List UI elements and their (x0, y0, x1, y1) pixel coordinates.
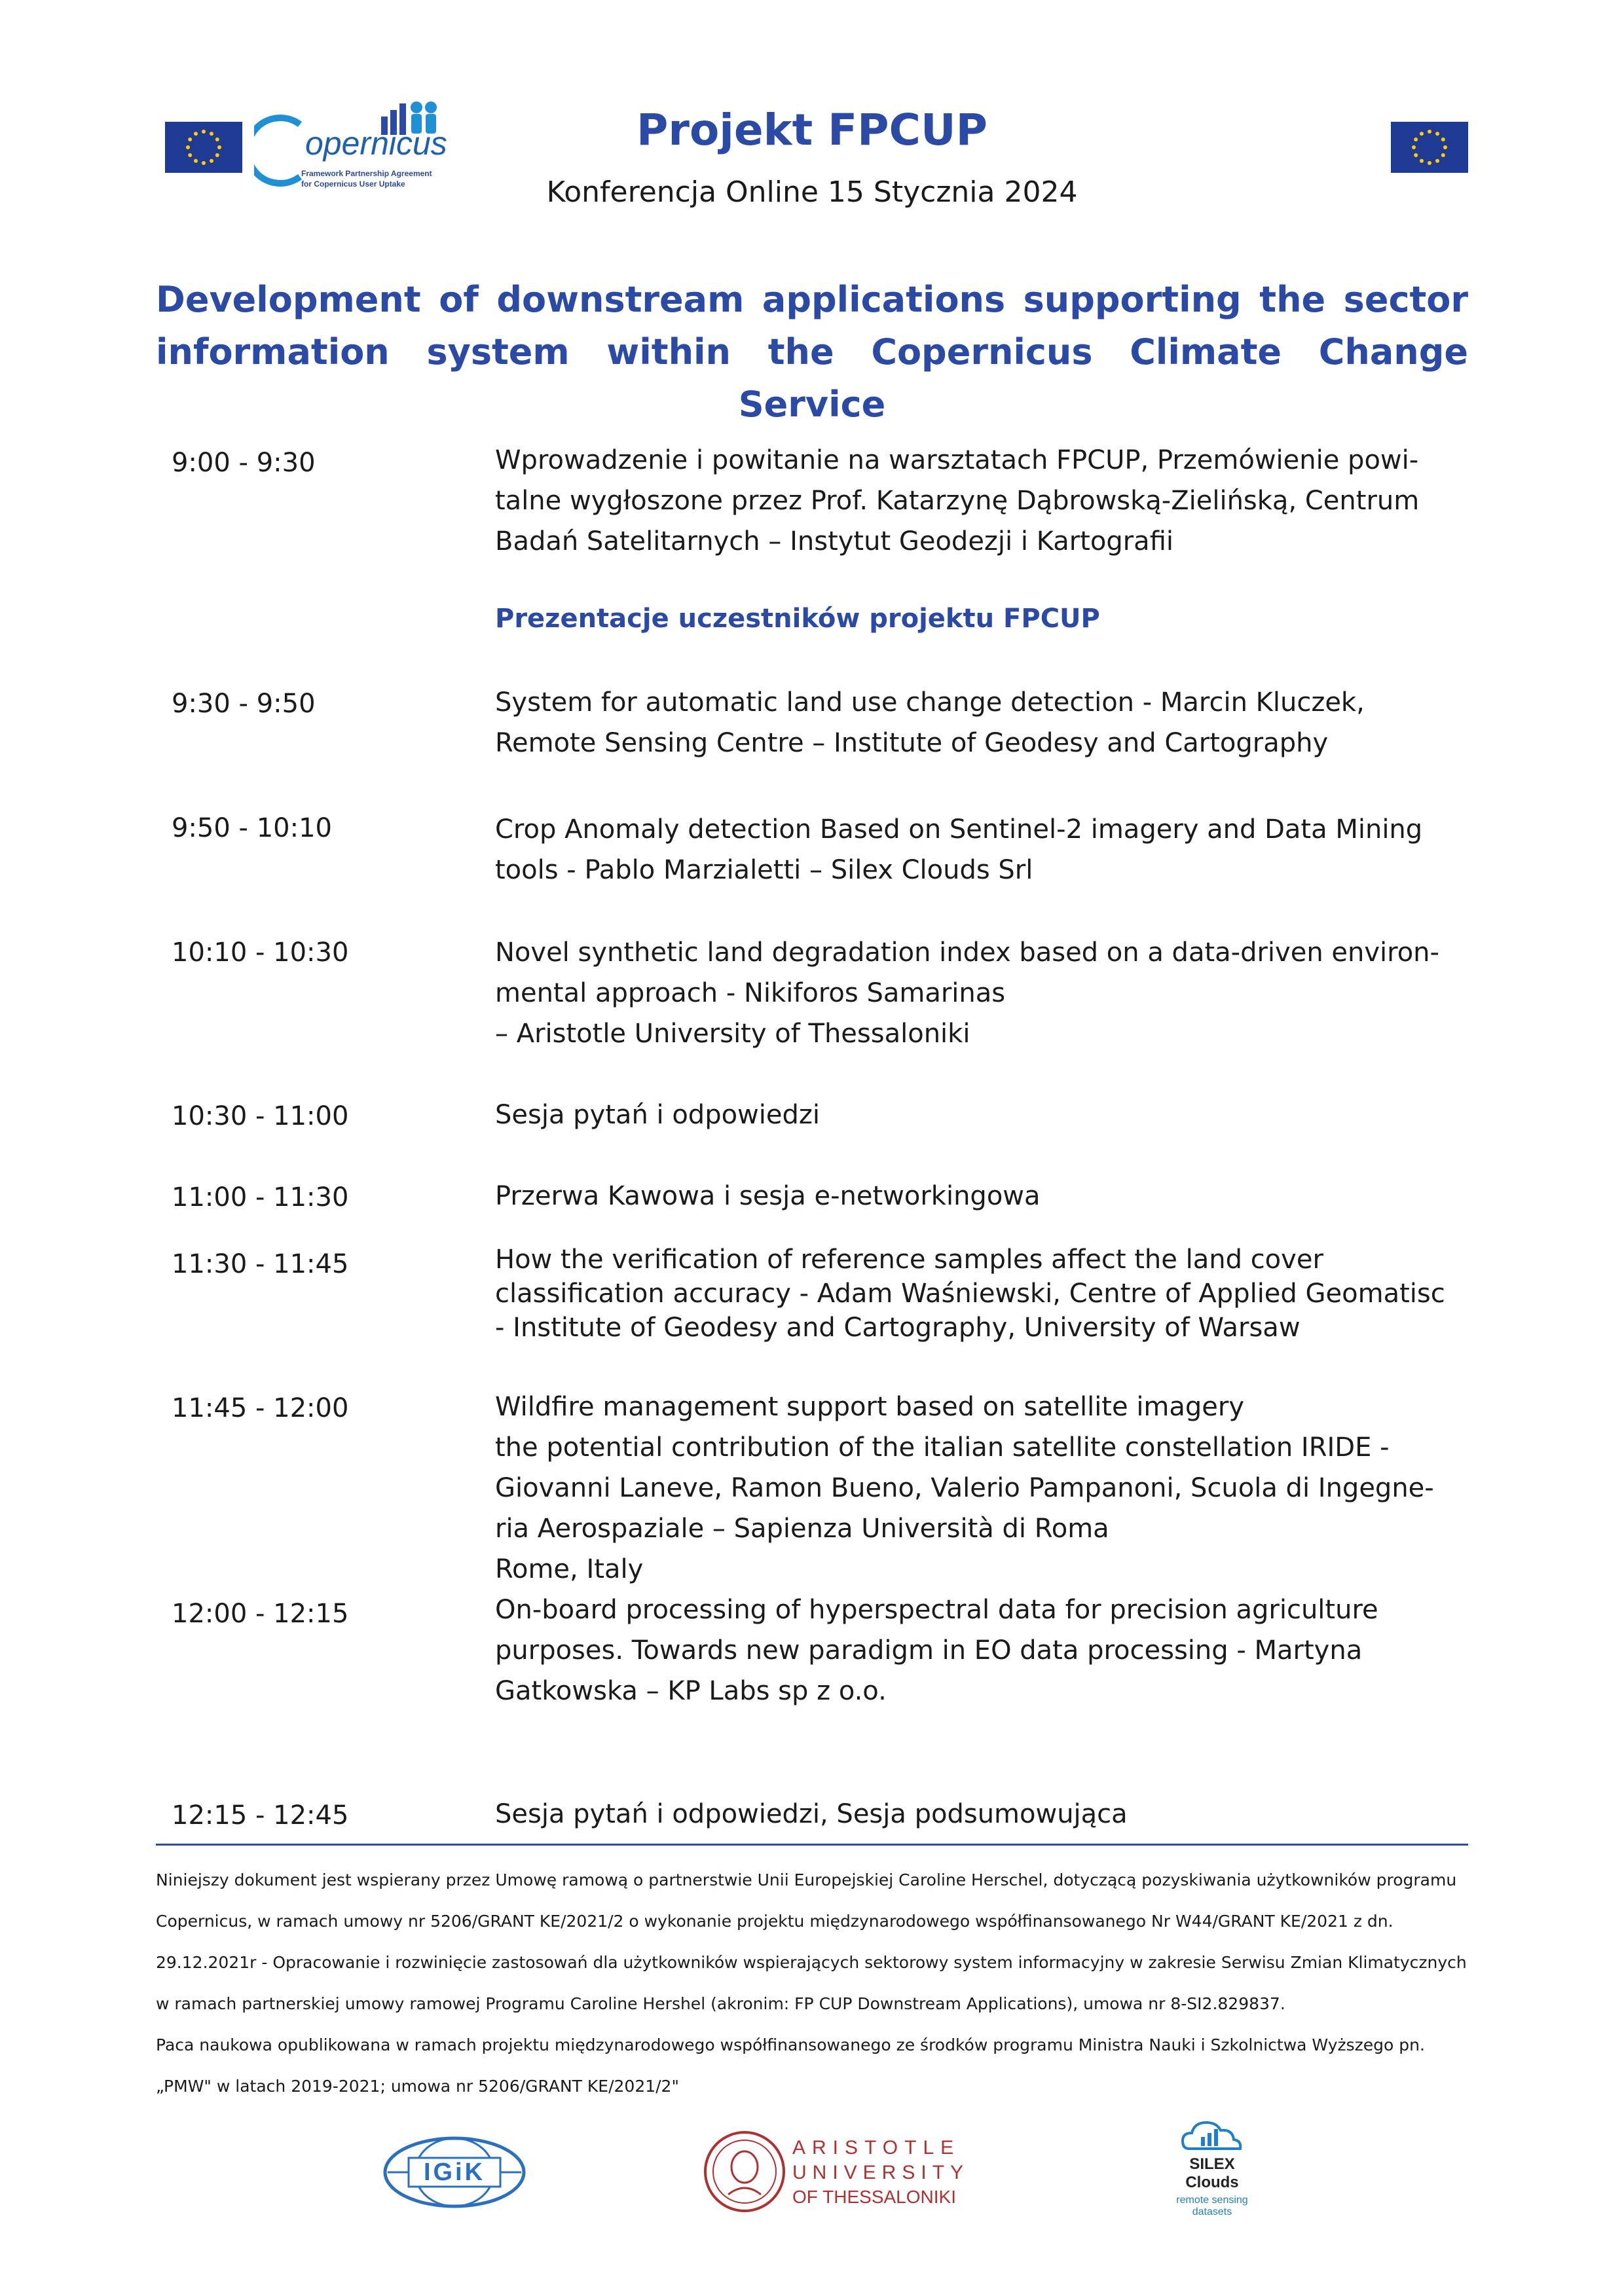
funding-line: Paca naukowa opublikowana w ramach projektu międzynarodowego współfinansowanego ze środków programu Ministra Nauki i Szkolnictwa Wyższego pn. (156, 2035, 1425, 2054)
agenda-time: 10:10 - 10:30 (172, 938, 349, 968)
igik-text: IGiK (423, 2159, 486, 2186)
section-heading: Prezentacje uczestników projektu FPCUP (495, 604, 1100, 634)
footer-divider (156, 1844, 1468, 1846)
agenda-line: tools - Pablo Marzialetti – Silex Clouds Srl (495, 855, 1033, 885)
silex-tagline-1: remote sensing (1176, 2195, 1248, 2206)
aristotle-name-1: ARISTOTLE (792, 2137, 961, 2159)
eu-star-icon (1428, 161, 1431, 165)
agenda-line: classification accuracy - Adam Waśniewski, Centre of Applied Geomatisc (495, 1279, 1445, 1309)
silex-tagline-2: datasets (1192, 2206, 1232, 2217)
agenda-line: - Institute of Geodesy and Cartography, University of Warsaw (495, 1313, 1301, 1343)
agenda-time: 12:00 - 12:15 (172, 1599, 349, 1629)
agenda-description (495, 1095, 1490, 1135)
agenda-time: 11:45 - 12:00 (172, 1393, 349, 1423)
agenda-line: purposes. Towards new paradigm in EO data processing - Martyna (495, 1635, 1363, 1666)
eu-star-icon (202, 161, 206, 165)
agenda-description (495, 1794, 1490, 1834)
igik-logo (382, 2136, 526, 2209)
aristotle-seal-icon (702, 2129, 787, 2214)
agenda-description (495, 440, 1490, 562)
agenda-time: 10:30 - 11:00 (172, 1101, 349, 1131)
agenda-line: Remote Sensing Centre – Institute of Geodesy and Cartography (495, 728, 1329, 758)
agenda-time: 11:00 - 11:30 (172, 1182, 349, 1212)
copernicus-tagline-2: for Copernicus User Uptake (301, 179, 405, 189)
conference-headline: Development of downstream applications supporting the sector information system within the Copernicus Climate Change Service (156, 279, 1468, 425)
agenda-time: 9:30 - 9:50 (172, 689, 316, 719)
agenda-time: 9:00 - 9:30 (172, 448, 316, 478)
agenda-line: – Aristotle University of Thessaloniki (495, 1019, 970, 1049)
eu-star-icon (1435, 159, 1439, 163)
agenda-description (495, 932, 1490, 1054)
agenda-time: 9:50 - 10:10 (172, 813, 332, 843)
agenda-description (495, 1590, 1490, 1711)
silex-name-1: SILEX (1189, 2155, 1235, 2173)
agenda-line: Giovanni Laneve, Ramon Bueno, Valerio Pampanoni, Scuola di Ingegne- (495, 1473, 1434, 1503)
silex-name-2: Clouds (1185, 2174, 1239, 2191)
cloud-icon (1143, 2115, 1281, 2154)
agenda-line: Gatkowska – KP Labs sp z o.o. (495, 1676, 887, 1706)
agenda-line: Badań Satelitarnych – Instytut Geodezji i Kartografii (495, 526, 1173, 556)
agenda-line: Crop Anomaly detection Based on Sentinel-2 imagery and Data Mining (495, 814, 1423, 845)
agenda-line: Rome, Italy (495, 1554, 644, 1584)
agenda-line: Wildfire management support based on satellite imagery (495, 1392, 1245, 1422)
page-title: Projekt FPCUP (637, 105, 987, 155)
agenda-description (495, 682, 1490, 763)
agenda-description (495, 1243, 1490, 1345)
agenda-description (495, 1387, 1490, 1590)
agenda-line: ria Aerospaziale – Sapienza Università di Roma (495, 1514, 1109, 1544)
funding-line: 29.12.2021r - Opracowanie i rozwinięcie zastosowań dla użytkowników wspierających sektorowy system informacyjny w zakresie Serwisu Zmian Klimatycznych (156, 1953, 1467, 1972)
page-subtitle: Konferencja Online 15 Stycznia 2024 (546, 175, 1078, 209)
agenda-line: Novel synthetic land degradation index based on a data-driven environ- (495, 938, 1439, 968)
eu-star-icon (194, 159, 198, 163)
funding-line: w ramach partnerskiej umowy ramowej Programu Caroline Hershel (akronim: FP CUP Downstream Applications), umowa nr 8-SI2.829837. (156, 1994, 1285, 2013)
agenda-line: On-board processing of hyperspectral data for precision agriculture (495, 1595, 1378, 1625)
agenda-line: the potential contribution of the italian satellite constellation IRIDE - (495, 1432, 1390, 1463)
funding-line: Copernicus, w ramach umowy nr 5206/GRANT KE/2021/2 o wykonanie projektu międzynarodowego współfinansowanego Nr W44/GRANT KE/2021 z dn. (156, 1912, 1393, 1931)
eu-star-icon (1420, 159, 1424, 163)
silex-logo (1143, 2115, 1281, 2226)
aristotle-logo (702, 2129, 977, 2214)
aristotle-name-3: OF THESSALONIKI (792, 2187, 956, 2207)
agenda-line: System for automatic land use change detection - Marcin Kluczek, (495, 687, 1365, 718)
agenda-time: 12:15 - 12:45 (172, 1800, 349, 1831)
copernicus-name: opernicus (305, 125, 447, 162)
agenda-line: Sesja pytań i odpowiedzi (495, 1100, 820, 1130)
agenda-line: Przerwa Kawowa i sesja e-networkingowa (495, 1181, 1041, 1211)
agenda-time: 11:30 - 11:45 (172, 1249, 349, 1279)
agenda-description (495, 1176, 1490, 1216)
aristotle-name-2: UNIVERSITY (792, 2162, 970, 2183)
eu-star-icon (210, 159, 213, 163)
funding-notice (156, 1859, 1479, 2107)
agenda-description (495, 809, 1490, 890)
agenda-line: Wprowadzenie i powitanie na warsztatach FPCUP, Przemówienie powi- (495, 445, 1419, 475)
copernicus-tagline-1: Framework Partnership Agreement (301, 169, 432, 178)
agenda-line: Sesja pytań i odpowiedzi, Sesja podsumowująca (495, 1799, 1128, 1829)
agenda-line: talne wygłoszone przez Prof. Katarzynę Dąbrowską-Zielińską, Centrum (495, 486, 1420, 516)
agenda-line: mental approach - Nikiforos Samarinas (495, 978, 1006, 1008)
agenda-line: How the verification of reference samples affect the land cover (495, 1245, 1323, 1275)
funding-line: „PMW" w latach 2019-2021; umowa nr 5206/GRANT KE/2021/2" (156, 2077, 679, 2096)
funding-line: Niniejszy dokument jest wspierany przez Umowę ramową o partnerstwie Unii Europejskiej Caroline Herschel, dotyczącą pozyskiwania użytkowników programu (156, 1870, 1457, 1889)
